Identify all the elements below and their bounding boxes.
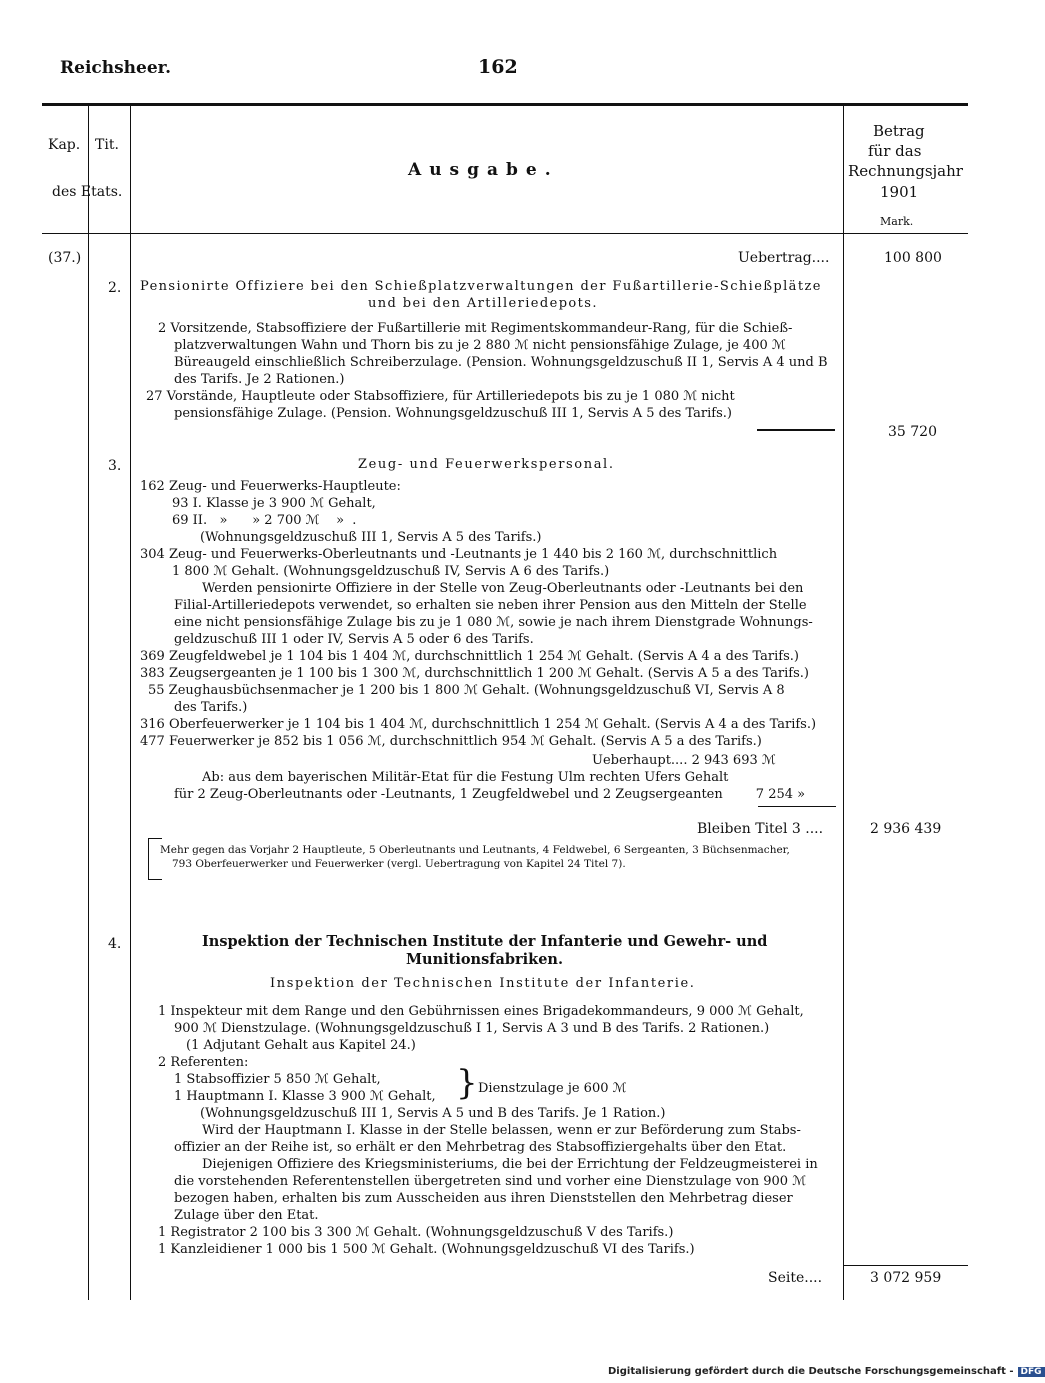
tit3-body-10: geldzuschuß III 1 oder IV, Servis A 5 oder 6 des Tarifs. <box>174 632 534 647</box>
tit4-heading-1: Inspektion der Technischen Institute der Infanterie und Gewehr- und <box>202 933 768 950</box>
tit3-body-6: 1 800 ℳ Gehalt. (Wohnungsgeldzuschuß IV, Servis A 6 des Tarifs.) <box>172 564 610 579</box>
tit4-body-2: 900 ℳ Dienstzulage. (Wohnungsgeldzuschuß I 1, Servis A 3 und B des Tarifs. 2 Rationen.) <box>174 1021 770 1036</box>
tit3-body-1: 162 Zeug- und Feuerwerks-Hauptleute: <box>140 479 401 494</box>
tit4-body-8: Wird der Hauptmann I. Klasse in der Stelle belassen, wenn er zur Beförderung zum Stabs- <box>202 1123 801 1138</box>
betrag-line-3: Rechnungsjahr <box>848 162 963 180</box>
col-rule-amount <box>843 104 844 1300</box>
tit2-sum-rule <box>757 429 835 431</box>
tit2-body-6: pensionsfähige Zulage. (Pension. Wohnungsgeldzuschuß III 1, Servis A 5 des Tarifs.) <box>174 406 732 421</box>
tit3-heading: Zeug- und Feuerwerkspersonal. <box>358 457 615 472</box>
note-bracket-top <box>148 838 162 839</box>
tit4-subheading: Inspektion der Technischen Institute der Infanterie. <box>270 976 696 991</box>
tit3-ab-2: für 2 Zeug-Oberleutnants oder -Leutnants, 1 Zeugfeldwebel und 2 Zeugsergeanten 7 254 » <box>174 787 806 802</box>
kap-number: (37.) <box>48 250 82 266</box>
col-head-tit: Tit. <box>95 137 119 153</box>
dfg-logo: DFG <box>1018 1367 1045 1377</box>
mark-label: Mark. <box>880 215 914 228</box>
col-rule-kap <box>88 104 89 1300</box>
tit4-dienstzulage: Dienstzulage je 600 ℳ <box>478 1081 627 1096</box>
tit4-body-7: (Wohnungsgeldzuschuß III 1, Servis A 5 und B des Tarifs. Je 1 Ration.) <box>200 1106 666 1121</box>
tit2-heading-2: und bei den Artilleriedepots. <box>368 296 598 311</box>
digitization-footer <box>608 1366 1045 1377</box>
tit2-body-1: 2 Vorsitzende, Stabsoffiziere der Fußartillerie mit Regimentskommandeur-Rang, für die Schieß- <box>158 321 793 336</box>
seite-value: 3 072 959 <box>870 1270 942 1286</box>
betrag-line-4: 1901 <box>880 183 919 201</box>
tit2-body-4: des Tarifs. Je 2 Rationen.) <box>174 372 345 387</box>
tit2-heading-1: Pensionirte Offiziere bei den Schießplatzverwaltungen der Fußartillerie-Schießplätze <box>140 279 822 294</box>
note-bracket-bottom <box>148 879 162 880</box>
bleiben-label: Bleiben Titel 3 .... <box>697 821 824 837</box>
tit3-body-13: 55 Zeughausbüchsenmacher je 1 200 bis 1 800 ℳ Gehalt. (Wohnungsgeldzuschuß VI, Servis A 8 <box>148 683 785 698</box>
tit4-body-14: 1 Registrator 2 100 bis 3 300 ℳ Gehalt. (Wohnungsgeldzuschuß V des Tarifs.) <box>158 1225 674 1240</box>
tit4-heading-2: Munitionsfabriken. <box>406 951 564 968</box>
tit3-number: 3. <box>108 458 122 474</box>
tit4-body-4: 2 Referenten: <box>158 1055 249 1070</box>
tit4-body-11: die vorstehenden Referentenstellen übergetreten sind und vorher eine Dienstzulage von 900 ℳ <box>174 1174 807 1189</box>
tit3-body-5: 304 Zeug- und Feuerwerks-Oberleutnants und -Leutnants je 1 440 bis 2 160 ℳ, durchschnittlich <box>140 547 778 562</box>
tit3-body-8: Filial-Artilleriedepots verwendet, so erhalten sie neben ihrer Pension aus den Mitteln der Stelle <box>174 598 807 613</box>
tit4-body-1: 1 Inspekteur mit dem Range und den Gebührnissen eines Brigadekommandeurs, 9 000 ℳ Gehalt, <box>158 1004 804 1019</box>
tit4-body-6: 1 Hauptmann I. Klasse 3 900 ℳ Gehalt, <box>174 1089 436 1104</box>
tit3-body-15: 316 Oberfeuerwerker je 1 104 bis 1 404 ℳ, durchschnittlich 1 254 ℳ Gehalt. (Servis A 4 a des Tarifs.) <box>140 717 817 732</box>
tit4-body-15: 1 Kanzleidiener 1 000 bis 1 500 ℳ Gehalt. (Wohnungsgeldzuschuß VI des Tarifs.) <box>158 1242 695 1257</box>
table-head-rule <box>42 233 968 234</box>
betrag-line-2: für das <box>868 142 922 160</box>
mehr-note-2: 793 Oberfeuerwerker und Feuerwerker (vergl. Uebertragung von Kapitel 24 Titel 7). <box>172 858 626 870</box>
tit3-body-7: Werden pensionirte Offiziere in der Stelle von Zeug-Oberleutnants oder -Leutnants bei den <box>202 581 804 596</box>
tit2-body-3: Büreaugeld einschließlich Schreiberzulage. (Pension. Wohnungsgeldzuschuß II 1, Servis A 4 und B <box>174 355 828 370</box>
seite-rule-top <box>843 1265 968 1266</box>
betrag-line-1: Betrag <box>873 122 925 140</box>
tit3-body-3: 69 II. » » 2 700 ℳ » . <box>172 513 357 528</box>
tit4-body-5: 1 Stabsoffizier 5 850 ℳ Gehalt, <box>174 1072 381 1087</box>
tit2-body-5: 27 Vorstände, Hauptleute oder Stabsoffiziere, für Artilleriedepots bis zu je 1 080 ℳ nicht <box>146 389 735 404</box>
tit2-body-2: platzverwaltungen Wahn und Thorn bis zu je 2 880 ℳ nicht pensionsfähige Zulage, je 400 ℳ <box>174 338 786 353</box>
tit3-sum-rule <box>758 806 836 807</box>
tit4-number: 4. <box>108 936 122 952</box>
tit3-body-9: eine nicht pensionsfähige Zulage bis zu je 1 080 ℳ, sowie je nach ihrem Dienstgrade Wohnungs- <box>174 615 813 630</box>
brace-symbol: } <box>456 1063 478 1103</box>
tit3-body-16: 477 Feuerwerker je 852 bis 1 056 ℳ, durchschnittlich 954 ℳ Gehalt. (Servis A 5 a des Tarifs.) <box>140 734 762 749</box>
seite-label: Seite.... <box>768 1270 823 1286</box>
mehr-note-1: Mehr gegen das Vorjahr 2 Hauptleute, 5 Oberleutnants und Leutnants, 4 Feldwebel, 6 Sergeanten, 3 Büchsenmacher, <box>160 844 790 856</box>
tit4-body-3: (1 Adjutant Gehalt aus Kapitel 24.) <box>186 1038 416 1053</box>
uebertrag-value: 100 800 <box>884 250 942 266</box>
section-title: Ausgabe. <box>408 160 559 180</box>
tit4-body-13: Zulage über den Etat. <box>174 1208 319 1223</box>
tit2-number: 2. <box>108 280 122 296</box>
running-header: Reichsheer. <box>60 58 171 78</box>
tit3-body-2: 93 I. Klasse je 3 900 ℳ Gehalt, <box>172 496 376 511</box>
col-head-des-etats: des Etats. <box>52 184 123 200</box>
table-top-rule <box>42 103 968 106</box>
note-bracket-v <box>148 838 149 880</box>
tit4-body-10: Diejenigen Offiziere des Kriegsministeriums, die bei der Errichtung der Feldzeugmeisterei in <box>202 1157 818 1172</box>
tit3-body-12: 383 Zeugsergeanten je 1 100 bis 1 300 ℳ, durchschnittlich 1 200 ℳ Gehalt. (Servis A 5 a des Tarifs.) <box>140 666 809 681</box>
col-rule-tit <box>130 104 131 1300</box>
tit3-body-14: des Tarifs.) <box>174 700 248 715</box>
tit4-body-9: offizier an der Reihe ist, so erhält er den Mehrbetrag des Stabsoffiziergehalts über den Etat. <box>174 1140 787 1155</box>
tit2-total: 35 720 <box>888 424 937 440</box>
col-head-kap: Kap. <box>48 137 81 153</box>
tit3-ab-1: Ab: aus dem bayerischen Militär-Etat für die Festung Ulm rechten Ufers Gehalt <box>202 770 729 785</box>
footer-text: Digitalisierung gefördert durch die Deutsche Forschungsgemeinschaft - <box>608 1366 1014 1377</box>
tit3-body-4: (Wohnungsgeldzuschuß III 1, Servis A 5 des Tarifs.) <box>200 530 542 545</box>
tit3-body-11: 369 Zeugfeldwebel je 1 104 bis 1 404 ℳ, durchschnittlich 1 254 ℳ Gehalt. (Servis A 4 a des Tarifs.) <box>140 649 799 664</box>
page-number: 162 <box>478 56 518 78</box>
tit3-ueberhaupt: Ueberhaupt.... 2 943 693 ℳ <box>592 753 776 768</box>
tit4-body-12: bezogen haben, erhalten bis zum Ausscheiden aus ihren Dienststellen den Mehrbetrag dieser <box>174 1191 793 1206</box>
bleiben-value: 2 936 439 <box>870 821 942 837</box>
uebertrag-label: Uebertrag.... <box>738 250 830 266</box>
